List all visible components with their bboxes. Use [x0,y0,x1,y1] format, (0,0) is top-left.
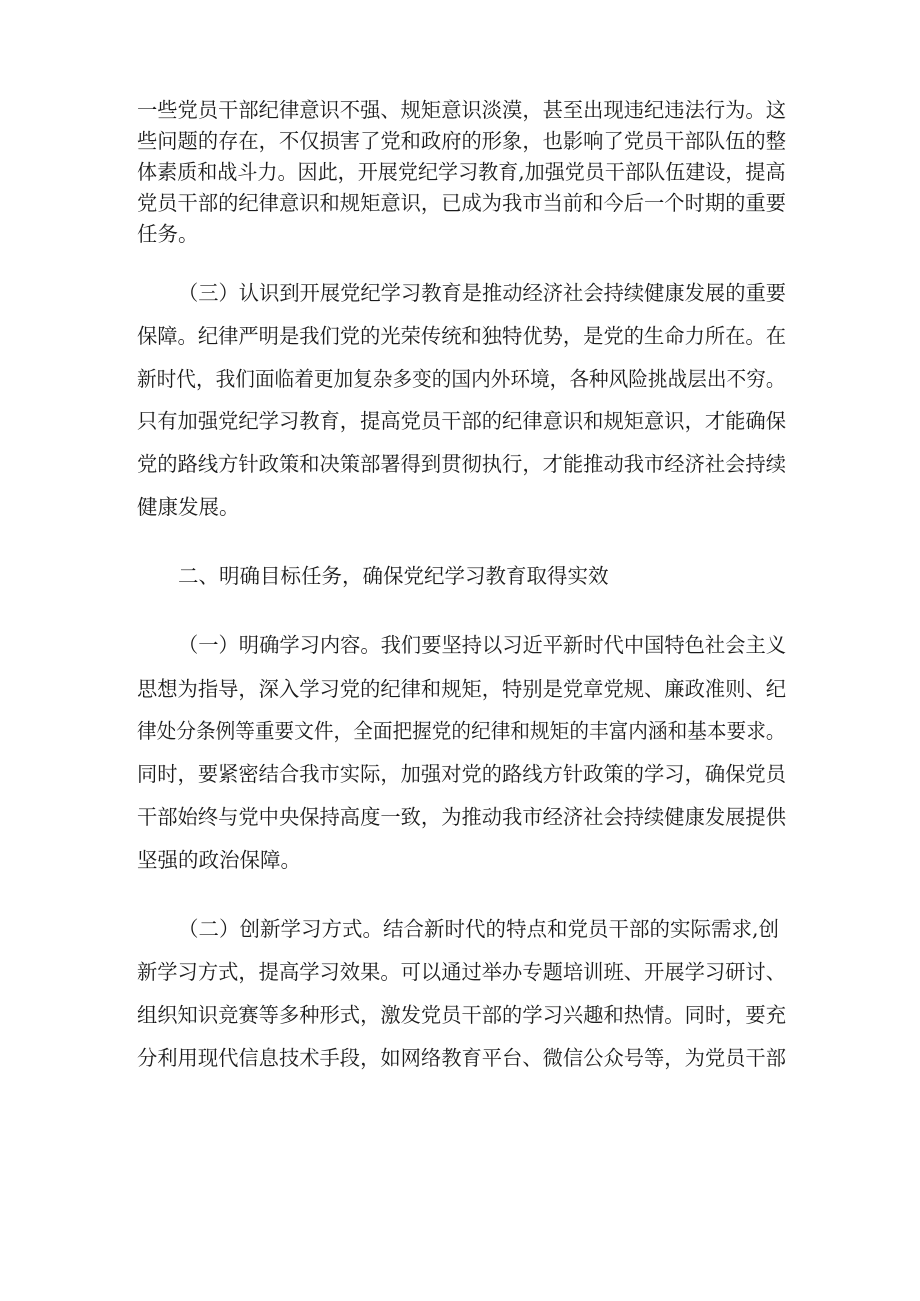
text-line: 任务。 [137,222,199,246]
text-line: 些问题的存在，不仅损害了党和政府的形象，也影响了党员干部队伍的整 [137,129,786,153]
text-line: 健康发展。 [137,495,240,519]
section-two-heading: 二、明确目标任务，确保党纪学习教育取得实效 [178,564,609,588]
text-line: 保障。纪律严明是我们党的光荣传统和独特优势，是党的生命力所在。在 [137,324,786,348]
text-line: 思想为指导，深入学习党的纪律和规矩，特别是党章党规、廉政准则、纪 [137,677,786,701]
text-line: 坚强的政治保障。 [137,848,301,872]
text-line: 新学习方式，提高学习效果。可以通过举办专题培训班、开展学习研讨、 [137,960,786,984]
text-line: （一）明确学习内容。我们要坚持以习近平新时代中国特色社会主义 [178,633,786,657]
text-line: 同时，要紧密结合我市实际，加强对党的路线方针政策的学习，确保党员 [137,762,786,786]
text-line: 组织知识竞赛等多种形式，激发党员干部的学习兴趣和热情。同时，要充 [137,1003,786,1027]
text-line: 新时代，我们面临着更加复杂多变的国内外环境，各种风险挑战层出不穷。 [137,367,786,391]
text-line: 体素质和战斗力。因此，开展党纪学习教育,加强党员干部队伍建设，提高 [137,160,786,184]
text-line: （三）认识到开展党纪学习教育是推动经济社会持续健康发展的重要 [178,281,786,305]
text-line: 党的路线方针政策和决策部署得到贯彻执行，才能推动我市经济社会持续 [137,452,786,476]
text-line: （二）创新学习方式。结合新时代的特点和党员干部的实际需求,创 [178,917,780,941]
text-line: 一些党员干部纪律意识不强、规矩意识淡漠，甚至出现违纪违法行为。这 [137,98,786,122]
text-line: 律处分条例等重要文件，全面把握党的纪律和规矩的丰富内涵和基本要求。 [137,719,786,743]
text-line: 干部始终与党中央保持高度一致，为推动我市经济社会持续健康发展提供 [137,805,786,829]
text-line: 分利用现代信息技术手段，如网络教育平台、微信公众号等，为党员干部 [137,1046,786,1070]
text-line: 只有加强党纪学习教育，提高党员干部的纪律意识和规矩意识，才能确保 [137,409,786,433]
text-line: 党员干部的纪律意识和规矩意识，已成为我市当前和今后一个时期的重要 [137,191,786,215]
